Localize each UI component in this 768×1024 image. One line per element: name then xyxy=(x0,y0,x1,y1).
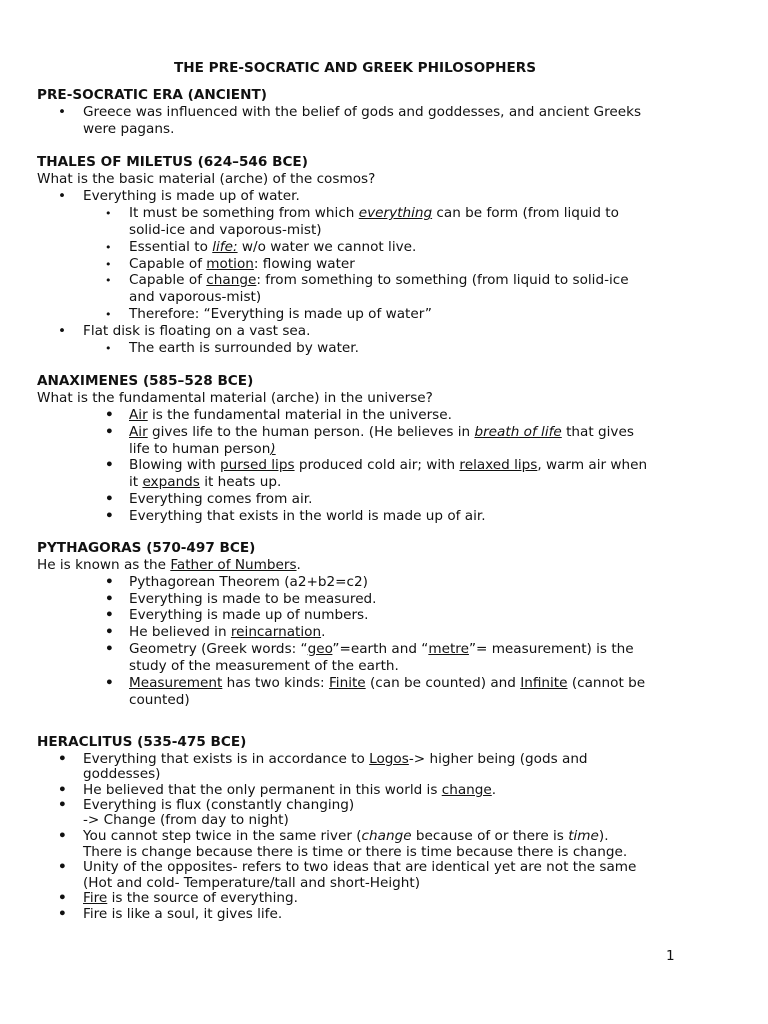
list-item: Fire is the source of everything. xyxy=(83,890,298,906)
list-item-continuation: -> Change (from day to night) xyxy=(83,812,289,828)
bullet: • xyxy=(58,188,67,204)
sub-list-item: Capable of motion: flowing water xyxy=(129,256,355,272)
sub-bullet: • xyxy=(105,308,112,321)
question-text: What is the basic material (arche) of the cosmos? xyxy=(37,171,376,187)
list-item: He believed that the only permanent in this world is change. xyxy=(83,782,497,798)
bullet: • xyxy=(105,407,114,423)
bullet: • xyxy=(58,906,67,922)
sub-list-item: Capable of change: from something to something (from liquid to solid-ice xyxy=(129,272,629,288)
list-item: He believed in reincarnation. xyxy=(129,624,326,640)
sub-bullet: • xyxy=(105,258,112,271)
list-item-continuation: were pagans. xyxy=(83,121,175,137)
bullet: • xyxy=(58,782,67,798)
bullet: • xyxy=(105,508,114,524)
sub-bullet: • xyxy=(105,207,112,220)
bullet: • xyxy=(105,641,114,657)
list-item: Greece was influenced with the belief of gods and goddesses, and ancient Greeks xyxy=(83,104,642,120)
sub-bullet: • xyxy=(105,241,112,254)
bullet: • xyxy=(58,859,67,875)
bullet: • xyxy=(58,828,67,844)
list-item: Everything is made up of numbers. xyxy=(129,607,369,623)
list-item: Flat disk is floating on a vast sea. xyxy=(83,323,311,339)
bullet: • xyxy=(105,574,114,590)
list-item: Everything comes from air. xyxy=(129,491,313,507)
section-heading-presocratic: PRE-SOCRATIC ERA (ANCIENT) xyxy=(37,87,267,103)
list-item: You cannot step twice in the same river (change because of or there is time). xyxy=(83,828,609,844)
intro-text: He is known as the Father of Numbers. xyxy=(37,557,301,573)
list-item-continuation: study of the measurement of the earth. xyxy=(129,658,399,674)
section-heading-pythagoras: PYTHAGORAS (570-497 BCE) xyxy=(37,540,256,556)
list-item: Everything that exists is in accordance to Logos-> higher being (gods and xyxy=(83,751,588,767)
bullet: • xyxy=(105,591,114,607)
bullet: • xyxy=(105,607,114,623)
bullet: • xyxy=(105,624,114,640)
list-item-continuation: goddesses) xyxy=(83,766,161,782)
sub-list-item: Essential to life: w/o water we cannot live. xyxy=(129,239,417,255)
list-item-continuation: counted) xyxy=(129,692,190,708)
bullet: • xyxy=(105,675,114,691)
list-item: Geometry (Greek words: “geo”=earth and “metre”= measurement) is the xyxy=(129,641,634,657)
sub-list-item: Therefore: “Everything is made up of water” xyxy=(129,306,432,322)
list-item: Fire is like a soul, it gives life. xyxy=(83,906,283,922)
bullet: • xyxy=(58,797,67,813)
sub-list-item: The earth is surrounded by water. xyxy=(129,340,359,356)
bullet: • xyxy=(58,323,67,339)
section-heading-heraclitus: HERACLITUS (535-475 BCE) xyxy=(37,734,247,750)
list-item: Blowing with pursed lips produced cold air; with relaxed lips, warm air when xyxy=(129,457,648,473)
bullet: • xyxy=(58,890,67,906)
sub-list-item-continuation: solid-ice and vaporous-mist) xyxy=(129,222,322,238)
sub-list-item-continuation: and vaporous-mist) xyxy=(129,289,262,305)
list-item: Everything is flux (constantly changing) xyxy=(83,797,355,813)
section-heading-anaximenes: ANAXIMENES (585–528 BCE) xyxy=(37,373,254,389)
list-item: Everything is made up of water. xyxy=(83,188,300,204)
bullet: • xyxy=(58,751,67,767)
list-item-continuation: There is change because there is time or there is time because there is change. xyxy=(83,844,628,860)
bullet: • xyxy=(105,491,114,507)
sub-bullet: • xyxy=(105,342,112,355)
page-title: THE PRE-SOCRATIC AND GREEK PHILOSOPHERS xyxy=(173,60,537,76)
list-item: Air is the fundamental material in the universe. xyxy=(129,407,452,423)
sub-list-item: It must be something from which everything can be form (from liquid to xyxy=(129,205,619,221)
list-item: Measurement has two kinds: Finite (can be counted) and Infinite (cannot be xyxy=(129,675,646,691)
list-item: Everything is made to be measured. xyxy=(129,591,377,607)
list-item: Everything that exists in the world is made up of air. xyxy=(129,508,486,524)
list-item-continuation: (Hot and cold- Temperature/tall and short-Height) xyxy=(83,875,421,891)
bullet: • xyxy=(105,457,114,473)
question-text: What is the fundamental material (arche) in the universe? xyxy=(37,390,433,406)
list-item: Unity of the opposites- refers to two ideas that are identical yet are not the same xyxy=(83,859,637,875)
section-heading-thales: THALES OF MILETUS (624–546 BCE) xyxy=(37,154,308,170)
list-item-continuation: it expands it heats up. xyxy=(129,474,282,490)
bullet: • xyxy=(105,424,114,440)
list-item: Pythagorean Theorem (a2+b2=c2) xyxy=(129,574,368,590)
list-item: Air gives life to the human person. (He believes in breath of life that gives xyxy=(129,424,634,440)
sub-bullet: • xyxy=(105,274,112,287)
list-item-continuation: life to human person) xyxy=(129,441,276,457)
bullet: • xyxy=(58,104,67,120)
page-number: 1 xyxy=(666,948,675,964)
